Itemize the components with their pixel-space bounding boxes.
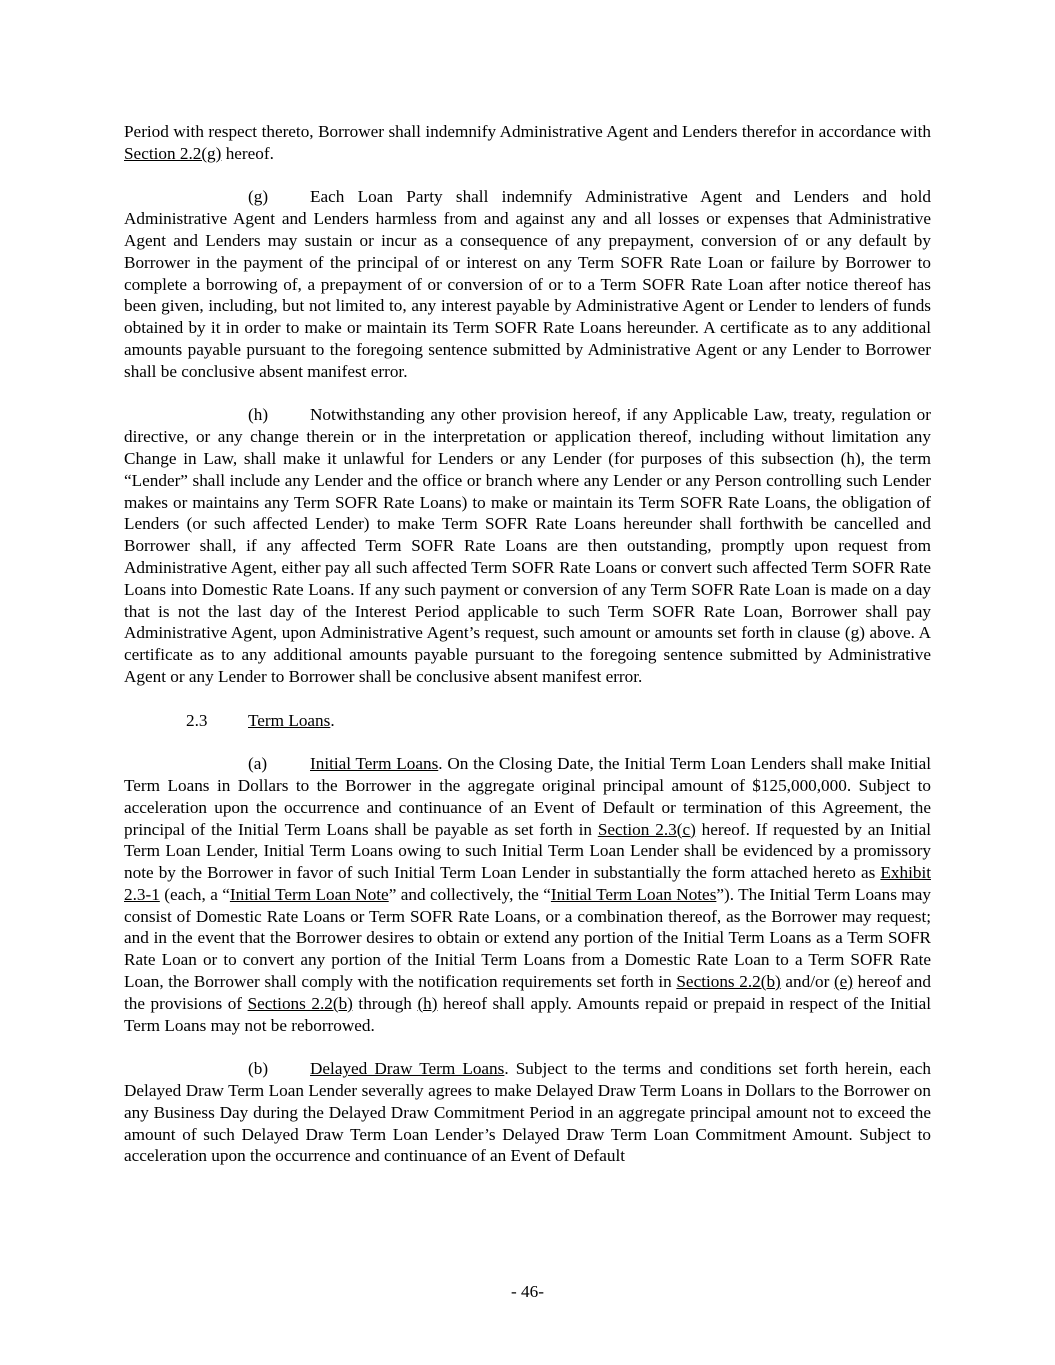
defined-term: Initial Term Loan Note [229,884,389,904]
clause-label: (a) [248,754,268,774]
defined-term: Initial Term Loan Notes [550,884,717,904]
section-title: Term Loans [248,710,331,730]
clause-label: (g) [248,187,269,207]
section-reference: (h) [417,993,438,1013]
clause-label: (b) [248,1059,269,1079]
paragraph-a: (a) Initial Term Loans. On the Closing Date, the Initial Term Loan Lenders shall make Initial Term Loans in Dollars to the Borrower in the aggregate original principal amount of $125,000,000. Subject to acceleration upon the occurrence and continuance of an Event of Default or termination of this Agreement, the principal of the Initial Term Loans shall be payable as set forth in Section 2.3(c) hereof. If requested by an Initial Term Loan Lender, Initial Term Loans owing to such Initial Term Loan Lender shall be evidenced by a promissory note by the Borrower in favor of such Initial Term Loan Lender in substantially the form attached hereto as Exhibit 2.3-1 (each, a “Initial Term Loan Note” and collectively, the “Initial Term Loan Notes”). The Initial Term Loans may consist of Domestic Rate Loans or Term SOFR Rate Loans, or a combination thereof, as the Borrower may request; and in the event that the Borrower desires to obtain or extend any portion of the Initial Term Loans as a Term SOFR Rate Loan or to convert any portion of the Initial Term Loans from a Domestic Rate Loan to a Term SOFR Rate Loan, the Borrower shall comply with the notification requirements set forth in Sections 2.2(b) and/or (e) hereof and the provisions of Sections 2.2(b) through (h) hereof shall apply. Amounts repaid or prepaid in respect of the Initial Term Loans may not be reborrowed. [124,754,932,1035]
section-reference: Sections 2.2(b) [247,993,353,1013]
paragraph-g: (g) Each Loan Party shall indemnify Administrative Agent and Lenders and hold Administrative Agent and Lenders harmless from and against any and all losses or expenses that Administrative Agent and Lenders may sustain or incur as a consequence of any prepayment, conversion of or any default by Borrower in the payment of the principal of or interest on any Term SOFR Rate Loan or failure by Borrower to complete a borrowing of, a prepayment of or conversion of or to a Term SOFR Rate Loan after notice thereof has been given, including, but not limited to, any interest payable by Administrative Agent or Lender to lenders of funds obtained by it in order to make or maintain its Term SOFR Rate Loans hereunder. A certificate as to any additional amounts payable pursuant to the foregoing sentence submitted by Administrative Agent or any Lender to Borrower shall be conclusive absent manifest error. [124,187,931,381]
exhibit-reference: Exhibit 2.3-1 [124,863,931,904]
document-page [124,121,931,1189]
clause-heading: Initial Term Loans [310,754,439,774]
section-reference: Section 2.2(g) [124,143,222,163]
section-reference: Section 2.3(c) [597,819,696,839]
clause-label: (h) [248,405,269,425]
section-number: 2.3 [186,710,208,730]
paragraph-continuation: Period with respect thereto, Borrower shall indemnify Administrative Agent and Lenders therefor in accordance with Section 2.2(g) hereof. [124,122,931,163]
paragraph-b: (b) Delayed Draw Term Loans. Subject to the terms and conditions set forth herein, each Delayed Draw Term Loan Lender severally agrees to make Delayed Draw Term Loans in Dollars to the Borrower on any Business Day during the Delayed Draw Commitment Period in an aggregate principal amount not to exceed the amount of such Delayed Draw Term Loan Lender’s Delayed Draw Term Loan Commitment Amount. Subject to acceleration upon the occurrence and continuance of an Event of Default [124,1059,931,1166]
section-reference: Sections 2.2(b) [676,972,781,992]
page-number: - 46- [511,1282,544,1301]
section-heading: 2.3 Term Loans. [186,710,335,730]
section-reference: (e) [833,972,854,992]
paragraph-h: (h) Notwithstanding any other provision hereof, if any Applicable Law, treaty, regulation or directive, or any change therein or in the interpretation or application thereof, including without limitation any Change in Law, shall make it unlawful for Lenders or any Lender (for purposes of this subsection (h), the term “Lender” shall include any Lender and the office or branch where any Lender or any Person controlling such Lender makes or maintains any Term SOFR Rate Loans) to make or maintain its Term SOFR Rate Loans, the obligation of Lenders (or such affected Lender) to make Term SOFR Rate Loans hereunder shall forthwith be cancelled and Borrower shall, if any affected Term SOFR Rate Loans are then outstanding, promptly upon request from Administrative Agent, either pay all such affected Term SOFR Rate Loans or convert such affected Term SOFR Rate Loans into Domestic Rate Loans. If any such payment or conversion of any Term SOFR Rate Loan is made on a day that is not the last day of the Interest Period applicable to such Term SOFR Rate Loan, Borrower shall pay Administrative Agent, upon Administrative Agent’s request, such amount or amounts set forth in clause (g) above. A certificate as to any additional amounts payable pursuant to the foregoing sentence submitted by Administrative Agent or any Lender to Borrower shall be conclusive absent manifest error. [124,405,931,686]
clause-heading: Delayed Draw Term Loans [310,1059,505,1079]
